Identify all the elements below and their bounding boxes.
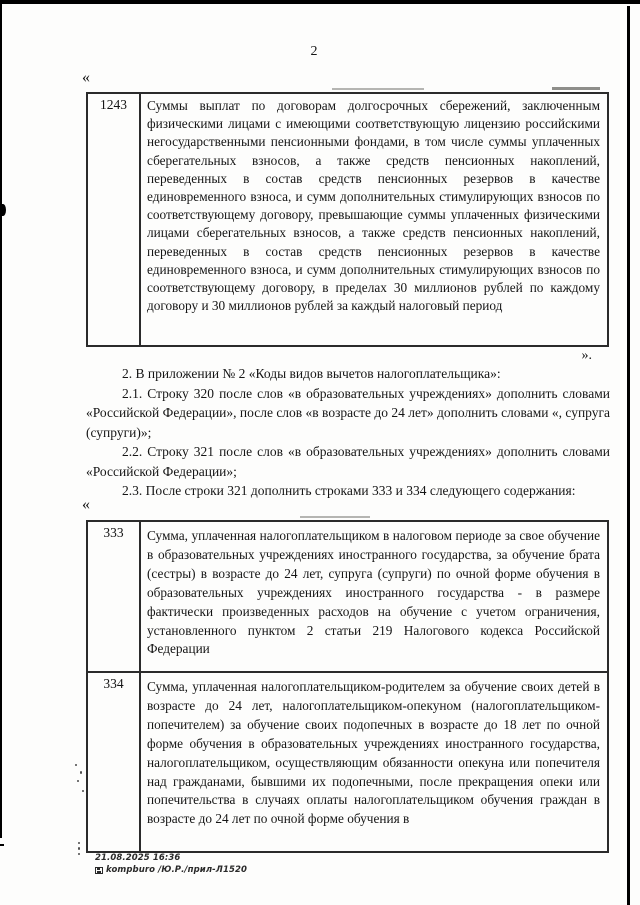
table-row xyxy=(88,671,607,851)
scan-noise xyxy=(552,87,600,90)
deduction-description-cell: Сумма, уплаченная налогоплательщиком в налоговом периоде за свое обучение в образовательных учреждениях иностранного государства, за обучение брата (сестры) в возрасте до 24 лет, супруга (супруги) по очной форме обучения в образовательных учреждениях иностранного государства - в размере фактически произведенных расходов на обучение с учетом ограничения, установленного пунктом 2 статьи 219 Налогового кодекса Российской Федерации xyxy=(147,528,600,657)
income-code-table xyxy=(86,92,609,347)
scan-edge-left xyxy=(0,0,2,838)
amendment-paragraphs xyxy=(86,364,610,501)
paragraph-2-3: 2.3. После строки 321 дополнить строками 333 и 334 следующего содержания: xyxy=(122,483,576,498)
scan-edge-tick xyxy=(0,844,4,846)
scan-edge-top xyxy=(0,0,640,4)
scan-noise xyxy=(300,516,370,518)
deduction-code-cell: 333 xyxy=(88,522,141,671)
table-row xyxy=(88,94,607,345)
paragraph-2: 2. В приложении № 2 «Коды видов вычетов налогоплательщика»: xyxy=(122,366,501,381)
income-code-cell: 1243 xyxy=(88,94,141,345)
footer-timestamp: 21.08.2025 16:36 xyxy=(95,853,181,863)
opening-quote-mark-top: « xyxy=(82,69,90,86)
income-description-cell: Суммы выплат по договорам долгосрочных сбережений, заключенным физическими лицами с имеющими соответствующую лицензию российскими негосударственными пенсионными фондами, в том числе суммы уплаченных сберегательных взносов, а также средств пенсионных накоплений, переведенных в состав средств пенсионных резервов в качестве единовременного взноса, и сумм дополнительных стимулирующих взносов по соответствующему договору, превышающие суммы уплаченных физическими лицами сберегательных взносов, а также средств пенсионных накоплений, переведенных в состав средств пенсионных резервов в качестве единовременного взноса, и сумм дополнительных стимулирующих взносов по соответствующему договору, в пределах 30 миллионов рублей по каждому договору и 30 миллионов рублей за каждый налоговый период xyxy=(147,98,600,314)
footer-stamp-text: kompburo /Ю.Р./прил-Л1520 xyxy=(106,865,248,875)
opening-quote-mark-bottom: « xyxy=(82,496,90,513)
paragraph-2-1: 2.1. Строку 320 после слов «в образовательных учреждениях» дополнить словами «Российской Федерации», после слов «в возрасте до 24 лет» дополнить словами «, супруга (супруги)»; xyxy=(86,385,611,440)
page-number: 2 xyxy=(310,44,318,59)
scan-noise xyxy=(82,790,84,792)
deduction-codes-table xyxy=(86,520,609,853)
scan-noise xyxy=(77,780,79,782)
paragraph-2-2: 2.2. Строку 321 после слов «в образовательных учреждениях» дополнить словами «Российской Федерации»; xyxy=(86,444,610,479)
floppy-icon xyxy=(95,867,103,874)
scan-noise xyxy=(75,764,77,766)
scan-noise xyxy=(80,771,82,774)
scan-noise xyxy=(78,842,80,844)
scan-noise xyxy=(332,88,424,90)
scan-noise xyxy=(78,853,80,855)
scan-noise xyxy=(78,847,80,850)
scan-blob xyxy=(0,204,6,216)
closing-quote-mark: ». xyxy=(581,348,592,363)
scan-edge-right xyxy=(627,6,630,905)
deduction-code-cell: 334 xyxy=(88,673,141,851)
footer-stamp-line xyxy=(95,865,247,875)
deduction-description-cell: Сумма, уплаченная налогоплательщиком-родителем за обучение своих детей в возрасте до 24 лет, налогоплательщиком-опекуном (налогоплательщиком-попечителем) за обучение своих подопечных в возрасте до 18 лет по очной форме обучения в образовательных учреждениях иностранного государства, налогоплательщиком, осуществляющим обязанности опекуна или попечителя над гражданами, бывшими их подопечными, после прекращения опеки или попечительства в случаях оплаты налогоплательщиком обучения граждан в возрасте до 24 лет по очной форме обучения в xyxy=(147,679,600,827)
table-row xyxy=(88,522,607,671)
